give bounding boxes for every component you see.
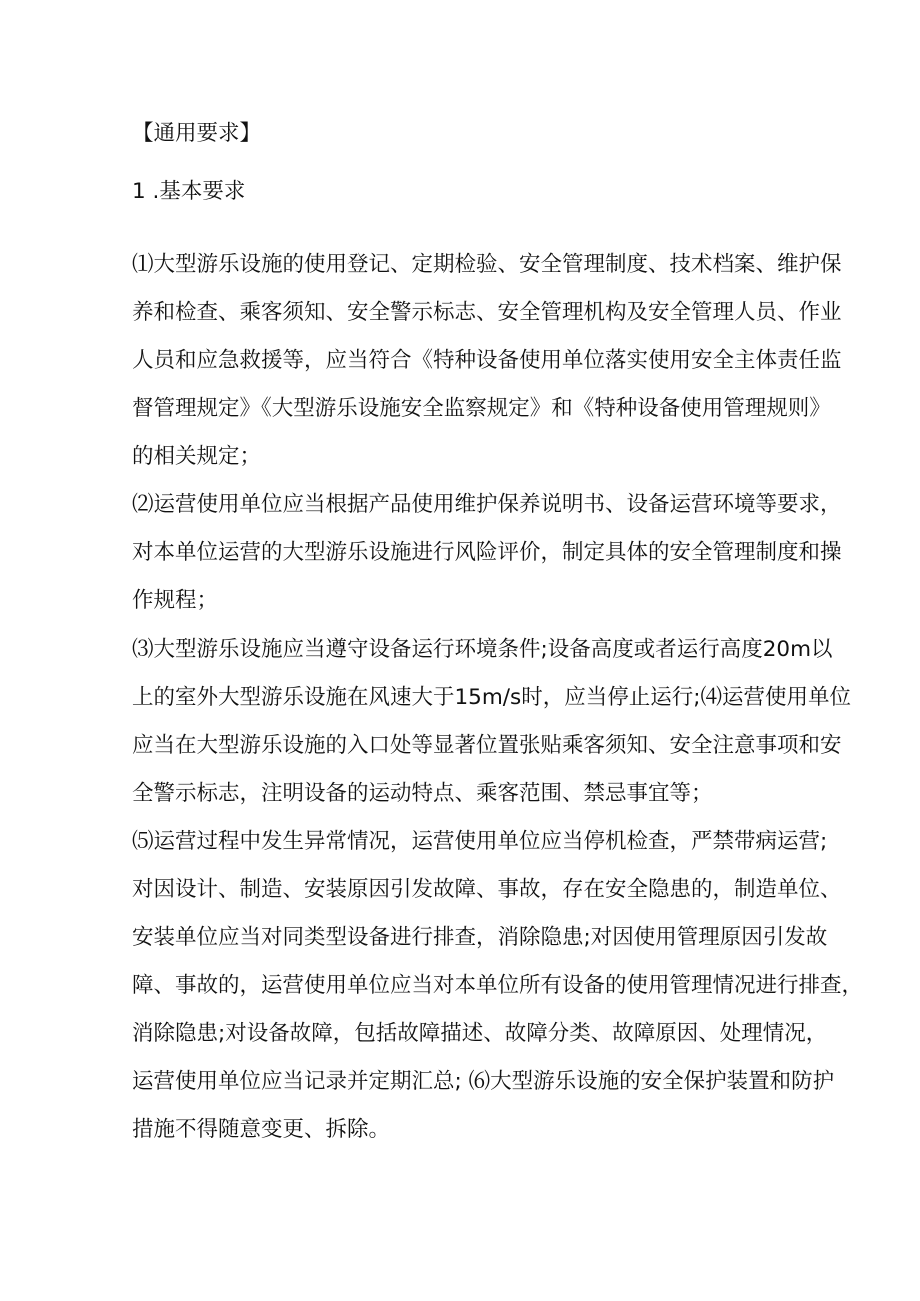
paragraph-line: 应当在大型游乐设施的入口处等显著位置张贴乘客须知、安全注意事项和安 [132, 733, 842, 758]
paragraph-line: 作规程； [132, 588, 219, 613]
paragraph-line: 安装单位应当对同类型设备进行排查，消除隐患;对因使用管理原因引发故 [132, 925, 828, 950]
paragraph-line: 上的室外大型游乐设施在风速大于15m∕s时，应当停止运行;⑷运营使用单位 [132, 685, 851, 710]
paragraph-line: 对因设计、制造、安装原因引发故障、事故，存在安全隐患的，制造单位、 [132, 877, 842, 902]
paragraph-line: 的相关规定； [132, 444, 262, 469]
paragraph-line: 督管理规定》《大型游乐设施安全监察规定》和《特种设备使用管理规则》 [132, 396, 831, 421]
paragraph-line: 运营使用单位应当记录并定期汇总; ⑹大型游乐设施的安全保护装置和防护 [132, 1069, 835, 1094]
section-heading-basic: 1 .基本要求 [132, 179, 246, 204]
paragraph-line: 消除隐患;对设备故障，包括故障描述、故障分类、故障原因、处理情况， [132, 1021, 828, 1046]
paragraph-line: ⑶大型游乐设施应当遵守设备运行环境条件;设备高度或者运行高度20m以 [132, 637, 833, 662]
paragraph-line: 全警示标志，注明设备的运动特点、乘客范围、禁忌事宜等； [132, 781, 713, 806]
paragraph-line: 人员和应急救援等，应当符合《特种设备使用单位落实使用安全主体责任监 [132, 348, 842, 373]
paragraph-line: 养和检查、乘客须知、安全警示标志、安全管理机构及安全管理人员、作业 [132, 300, 842, 325]
paragraph-line: ⑴大型游乐设施的使用登记、定期检验、安全管理制度、技术档案、维护保 [132, 252, 842, 277]
paragraph-line: ⑸运营过程中发生异常情况，运营使用单位应当停机检查，严禁带病运营; [132, 829, 828, 854]
paragraph-line: 措施不得随意变更、拆除。 [132, 1117, 391, 1142]
paragraph-line: 对本单位运营的大型游乐设施进行风险评价，制定具体的安全管理制度和操 [132, 540, 842, 565]
section-heading-general: 【通用要求】 [132, 121, 262, 146]
paragraph-line: ⑵运营使用单位应当根据产品使用维护保养说明书、设备运营环境等要求， [132, 492, 842, 517]
paragraph-line: 障、事故的，运营使用单位应当对本单位所有设备的使用管理情况进行排查， [132, 973, 864, 998]
